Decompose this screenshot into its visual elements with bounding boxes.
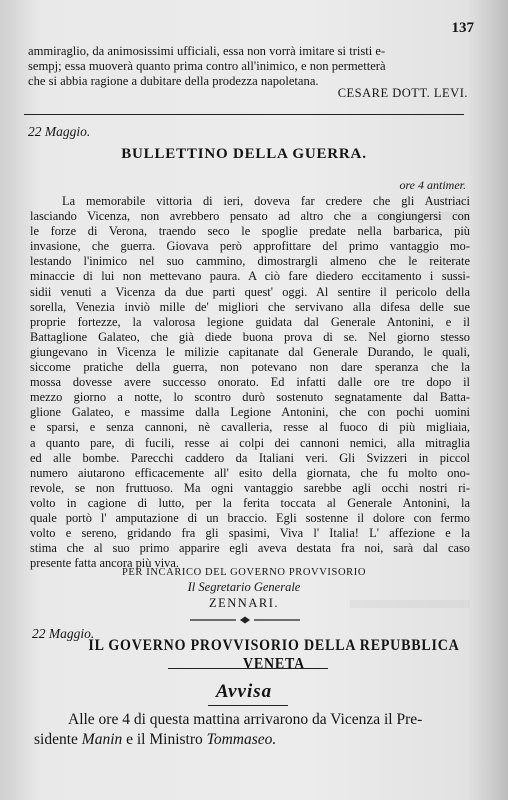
notice-name-minister: Tommaseo.: [206, 731, 277, 748]
bulletin-line: presente fatta ancora più viva.: [30, 556, 179, 571]
intro-line: sempj; essa muoverà quanto prima contro all'inimico, e non permetterà: [28, 59, 386, 73]
bulletin-line: sorella, Venezia inviò mille de' migliori che servivano alla difesa delle sue: [30, 299, 470, 314]
bulletin-line: invasione, che guerra. Giovava però approfittare del primo vantaggio mo-: [30, 239, 470, 254]
bulletin-line: volto e sereno, gridando fra gli spasimi, Viva l' Italia! L' affezione e la: [30, 526, 470, 541]
bulletin-line: ed alle bombe. Parecchi caddero da Italiani veri. Gli Svizzeri in piccol: [30, 450, 470, 465]
bulletin-time: ore 4 antimer.: [399, 178, 466, 192]
notice-name-president: Manin: [81, 731, 123, 748]
notice-date: 22 Maggio.: [32, 626, 95, 641]
bulletin-line: sidii venuti a Vicenza da due parti quest' oggi. Al sentire il pericolo della: [30, 284, 470, 299]
bulletin-title: BULLETTINO DELLA GUERRA.: [121, 146, 367, 162]
bulletin-line: quale portò l' amputazione di un braccio. Egli sostenne il dolore con fermo: [30, 510, 470, 525]
notice-paragraph: [34, 710, 470, 750]
show-through-mark: [350, 212, 470, 220]
bulletin-line: mossa dovesse avere successo onorato. Ed infatti dalle ore tre dopo il: [30, 375, 470, 390]
bulletin-line: numero aiutarono efficacemente all' esito della giornata, che fu molto ono-: [30, 465, 470, 480]
bulletin-line: La memorabile vittoria di ieri, doveva far credere che gli Austriaci: [62, 194, 470, 208]
bulletin-line: minaccie di lui non mettevano paura. A ciò fare diedero eccitamento i sussi-: [30, 269, 470, 284]
bulletin-line: mezzo giorno a notte, lo scontro durò sostenuto segnatamente dal Batta-: [30, 390, 470, 405]
bulletin-line: e sparsi, e senza cannoni, nè cavalleria, resse al fuoco di più migliaia,: [30, 420, 470, 435]
intro-line: ammiraglio, da animosissimi ufficiali, essa non vorrà imitare si tristi e-: [28, 44, 386, 58]
bulletin-line: lasciando Vicenza, non avrebbero pensato ad altro che a congiungersi con: [30, 209, 470, 224]
notice-divider: [168, 668, 328, 669]
section-divider: [24, 114, 464, 115]
credit-name: ZENNARI.: [209, 596, 279, 610]
bulletin-line: stima che al suo primo apparire egli aveva destata fra noi, sarà dal caso: [30, 541, 470, 556]
notice-government-title: IL GOVERNO PROVVISORIO DELLA REPUBBLICA VENETA: [88, 637, 460, 674]
intro-line: che si abbia ragione a dubitare della prodezza napoletana.: [28, 74, 319, 88]
bulletin-line: revole, se non fruttuoso. Ma ogni vantaggio sarebbe agli occhi nostri ri-: [30, 480, 470, 495]
bulletin-line: lestando l'inimico nel suo cammino, dimostrargli almeno che le reiterate: [30, 254, 470, 269]
intro-signature: CESARE DOTT. LEVI.: [337, 86, 468, 100]
bulletin-date: 22 Maggio.: [28, 124, 91, 139]
bulletin-line: a quanto pare, di fucili, resse ai colpi dei cannoni nemici, alla mitraglia: [30, 435, 470, 450]
bulletin-line: giungevano in Vicenza le milizie capitanate dal Generale Durando, le quali,: [30, 344, 470, 359]
bulletin-line: glione Galateo, e massime dalla Legione Antonini, che con pochi uomini: [30, 405, 470, 420]
notice-text: sidente: [34, 731, 78, 748]
bulletin-line: Battaglione Galateo, che già diede buona prova di se. Nel giorno stesso: [30, 329, 470, 344]
ornamental-divider: [190, 615, 300, 625]
notice-line: [34, 730, 470, 750]
credit-authority: PER INCARICO DEL GOVERNO PROVVISORIO: [121, 567, 367, 578]
bulletin-line: volto in cagione di lutto, per la ferita toccata al Generale Antonini, la: [30, 495, 470, 510]
bulletin-line: proprie fortezze, la valorosa legione guidata dal Generale Antonini, e il: [30, 314, 470, 329]
notice-underline: [208, 705, 288, 706]
bulletin-line: le forze di Verona, traendo seco le spoglie predate nella barbarica, più: [30, 224, 470, 239]
notice-line: Alle ore 4 di questa mattina arrivarono da Vicenza il Pre-: [68, 711, 423, 728]
show-through-mark: [350, 600, 470, 608]
bulletin-line: siccome pratiche della guerra, non potevano non dare speranza che la: [30, 360, 470, 375]
notice-heading: Avvisa: [215, 681, 273, 702]
credit-role: Il Segretario Generale: [187, 580, 301, 594]
page-number: 137: [451, 20, 474, 36]
bulletin-paragraph: [30, 194, 470, 571]
notice-text: e il Ministro: [126, 731, 203, 748]
